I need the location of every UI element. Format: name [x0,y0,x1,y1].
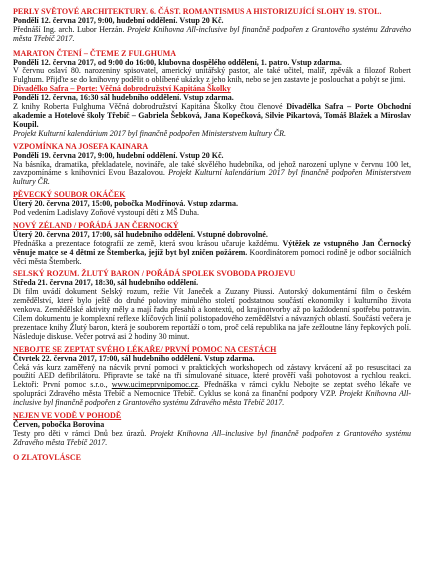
event-kainar [13,143,411,188]
event-heading: Divadélko Safra – Porte: Věčná dobrodružství Kapitána Školky [13,84,231,94]
event-zlatovlaska [13,454,411,463]
event-heading: SELSKÝ ROZUM. ŽLUTÝ BARON / POŘÁDÁ SPOLEK SVOBODA PROJEVU [13,269,296,279]
event-heading: PĚVECKÝ SOUBOR OKÁČEK [13,190,126,200]
event-body-end: Koordinátorem pomoci rodině je odbor sociálních věcí města Štemberk. [13,247,411,266]
first-aid-link[interactable]: www.ucimeprvnipomoc.cz [111,380,198,390]
event-divadelko-safra [13,85,411,138]
event-heading: VZPOMÍNKA NA JOSEFA KAINARA [13,141,149,151]
event-description [13,240,411,267]
event-description [13,26,411,44]
event-water-safety [13,412,411,448]
event-datetime: Pondělí 12. června 2017, 9:00, hudební oddělení. Vstup 20 Kč. [13,15,224,25]
event-datetime: Úterý 20. června 2017, 15:00, pobočka Modřínová. Vstup zdarma. [13,199,238,209]
event-datetime: Úterý 20. června 2017, 17:00, sál hudebního oddělení. Vstupné dobrovolné. [13,229,268,239]
event-heading: MARATON ČTENÍ – ČTEME Z FULGHUMA [13,48,177,58]
event-heading: NEBOJTE SE ZEPTAT SVÉHO LÉKAŘE/ PRVNÍ POMOC NA CESTÁCH [13,344,277,354]
event-body: Čeká vás kurz zaměřený na nácvik první pomoci v praktických workshopech od zástavy krvácení až po resuscitaci za použití AED defibrilátoru. Připravte se také na tři simulované situace, které prověří vaši pohotovost a rychlou reakci. Lektoři: První pomoc s.r.o., [13,362,411,390]
event-note: Projekt Knihovna All-inclusive byl finančně podpořen z Grantového systému Zdravého města Třebíč 2017. [13,389,411,408]
event-description [13,430,411,448]
event-body-bold: Divadélka Safra – Porte Obchodní akademie a Hotelové školy Třebíč – Gabriela Šebková, Jana Kopečková, Silvie Pikartová, Tomáš Blažek a Miroslav Koupil. [13,102,412,129]
event-heading: PERLY SVĚTOVÉ ARCHITEKTURY. 6. ČÁST. ROMANTISMUS A HISTORIZUJÍCÍ SLOHY 19. STOL. [13,7,382,16]
event-body-end: . Přednáška v rámci cyklu Nebojte se zeptat svého lékaře ve spolupráci Zdravého města Třebíč a Nemocnice Třebíč. Cyklus se koná za finanční podpory VZP. [13,380,412,399]
event-heading: O ZLATOVLÁSCE [13,452,81,462]
event-description: Pod vedením Ladislavy Zoňové vystoupí děti z MŠ Duha. [13,208,199,218]
event-note: Projekt Knihovna All-inclusive byl finančně podpořen z Grantového systému Zdravého města Třebíč 2017. [13,24,412,43]
event-heading: NEJEN VE VODĚ V POHODĚ [13,411,122,421]
event-description [13,161,411,188]
event-note: Projekt Knihovna All–inclusive byl finančně podpořen z Grantového systému Zdravého města Třebíč 2017. [13,428,412,447]
event-note: Projekt Kulturní kalendárium 2017 byl finančně podpořen Ministerstvem kultury ČR. [13,128,286,138]
event-datetime: Pondělí 12. června 2017, od 9:00 do 16:00, klubovna dospělého oddělení, 1. patro. Vstup zdarma. [13,57,342,67]
event-body: Na básníka, dramatika, překladatele, novináře, ale také skvělého hudebníka, od jehož narození uplyne v červnu 100 let, zavzpomínáme s knihovnicí Evou Bazalovou. [13,159,411,178]
event-description [13,364,411,409]
event-datetime: Středa 21. června 2017, 18:30, sál hudebního oddělení. [13,278,199,288]
event-body: Z knihy Roberta Fulghuma Věčná dobrodružství Kapitána Školky čtou členové [13,102,287,112]
event-description: V červnu oslaví 80. narozeniny spisovatel, americký unitářský pastor, ale také učitel, malíř, zpěvák a filozof Robert Fulghum. Přijďte se do knihovny podělit o oblíbené ukázky z jeho knih, nebo se jen zastavte je poslouchat a pobýt se jimi. [13,66,411,85]
event-note: Projekt Kulturní kalendárium 2017 byl finančně podpořen Ministerstvem kultury ČR. [13,168,411,187]
event-fulghum-marathon [13,50,411,86]
event-heading: NOVÝ ZÉLAND / POŘÁDÁ JAN ČERNOCKÝ [13,220,179,230]
event-new-zealand [13,222,411,267]
event-description [13,103,411,130]
event-datetime: Červen, pobočka Borovina [13,419,105,429]
event-datetime: Pondělí 12. června, 16:30 sál hudebního oddělení. Vstup zdarma. [13,93,234,103]
event-selsky-rozum [13,270,411,341]
event-body: Přednáší Ing. arch. Lubor Herzán. [13,24,125,34]
event-datetime: Pondělí 19. června 2017, 9:00, hudební oddělení. Vstup 20 Kč. [13,150,224,160]
event-description: Di film uvádí dokument Selský rozum, režie Vít Janeček a Zuzany Piussi. Autorský dokumentární film o českém zemědělství, které bylo ještě do druhé poloviny minulého století podstatnou součástí ekonomiky i kulturního života venkova. Zemědělské aktivity měly a mají řadu přesahů a kontextů, od krajinotvorby až po každodenní spotřebu potravin. Cílem dokumentu je komplexní reflexe klíčových linií polistopadového zemědělství a návazných oblastí. Součástí večera je prezentace knihy Žlutý baron, která je souborem reportáží o tom, proč celá republika na jaře zežloutne lány řepkových polí. Následuje diskuse. Večer potrvá asi 2 hodiny 30 minut. [13,287,411,341]
event-body-bold: Výtěžek ze vstupného Jan Černocký věnuje matce se 4 dětmi ze Štemberka, jejíž byt byl zničen požárem. [13,238,411,257]
event-architecture [13,8,411,44]
event-body: Přednáška a prezentace fotografií ze země, která svou krásou učaruje každému. [13,238,283,248]
event-datetime: Čtvrtek 22. června 2017, 17:00, sál hudebního oddělení. Vstup zdarma. [13,353,255,363]
event-okacek [13,191,411,218]
event-first-aid [13,346,411,408]
event-body: Testy pro děti v rámci Dnů bez úrazů. [13,428,147,438]
